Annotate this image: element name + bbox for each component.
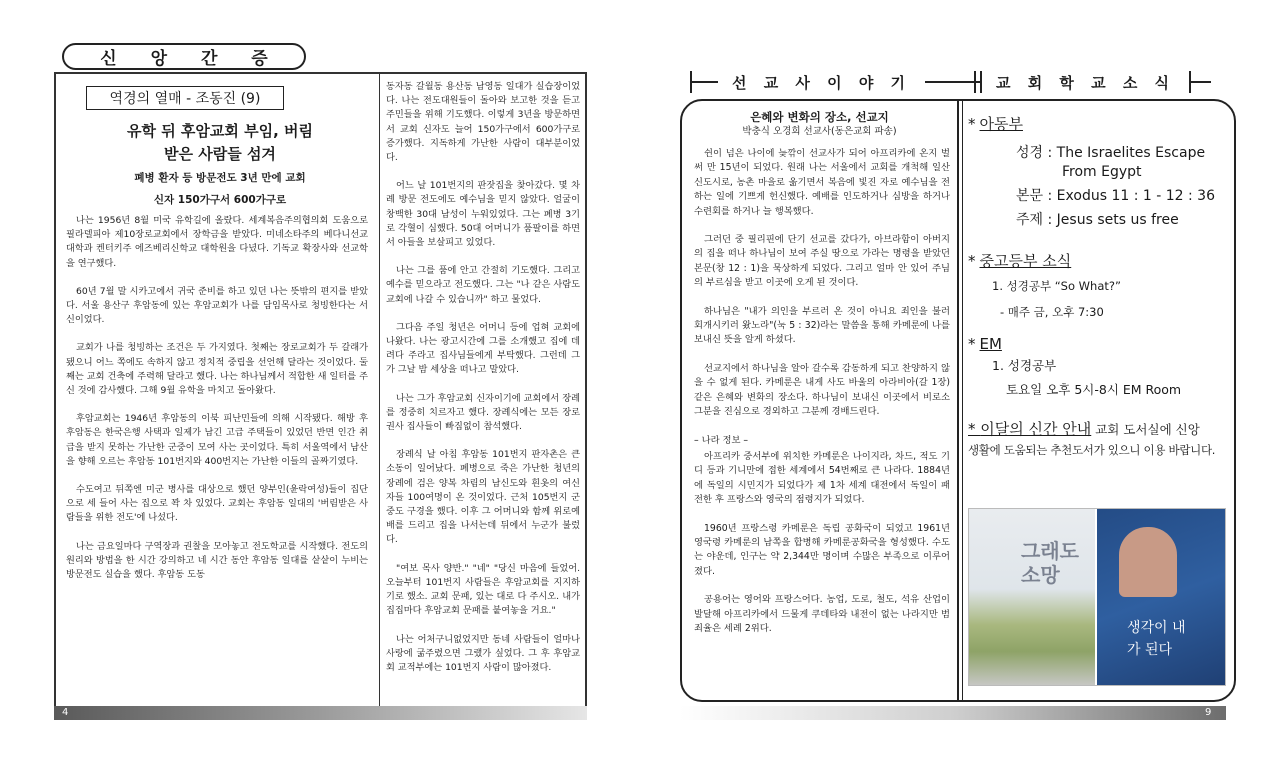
title-line-1: 유학 뒤 후암교회 부임, 버림 bbox=[127, 122, 313, 140]
mission-author: 박충식 오경희 선교사(동은교회 파송) bbox=[742, 126, 897, 137]
youth-item-1: 1. 성경공부 “So What?” bbox=[992, 279, 1121, 293]
paragraph: 나는 금요일마다 구역장과 권찰을 모아놓고 전도학교를 시작했다. 전도의 원리와 방법을 한 시간 강의하고 네 시간 동안 후암동 일대를 샅샅이 누비는 방문전도 실습을 했다. 후암동 도동 bbox=[66, 540, 368, 581]
paragraph: "여보 목사 양반." "네" "당신 마음에 들었어. 오늘부터 101번지 사람들은 후암교회를 지지하기로 했소. 교회 문패, 있는 대로 다 주시오. 내가 집집마다 후암교회 문패를 붙여놓을 거요." bbox=[386, 562, 580, 617]
mission-header-label: 선 교 사 이 야 기 bbox=[732, 73, 912, 92]
paragraph: 선교지에서 하나님을 알아 갈수록 감동하게 되고 찬양하지 않을 수 없게 된다. 카메룬은 내게 사도 바울의 아라비아(갈 1장) 같은 은혜와 변화의 장소다. 하나님이 보내신 이곳에서 비로소 그분을 진심으로 경외하고 그분께 경배드린다. bbox=[694, 362, 950, 418]
book-cover-1 bbox=[969, 509, 1095, 686]
em-dept-label: EM bbox=[979, 335, 1002, 353]
new-books-text-1: 교회 도서실에 신앙 bbox=[1095, 422, 1200, 437]
testimony-article bbox=[54, 72, 587, 708]
paragraph: 후암교회는 1946년 후암동의 이북 피난민들에 의해 시작됐다. 해방 후 후암동은 한국은행 사택과 일제가 남긴 고급 주택들이 있었던 반면 인간 취급을 받지 못하는 가난한 군중이 모여 사는 곳이었다. 특히 서울역에서 남산을 향해 오르는 후암동 101번지와 400번지는 가난한 이들의 골짜기였다. bbox=[66, 413, 368, 467]
kids-dept-heading bbox=[968, 113, 1232, 134]
paragraph: 나는 1956년 8월 미국 유학길에 올랐다. 세계복음주의협의회 도움으로 필라델피아 제10장로교회에서 장학금을 받았다. 미네소타주의 베다니선교대학과 켄터키주 에즈베리신학교 대학원을 다녔다. 기독교 확장사와 선교학을 연구했다. bbox=[66, 215, 368, 269]
paragraph: 나는 어처구니없었지만 동네 사람들이 얼마나 사랑에 굶주렸으면 그랬가 싶었다. 그 후 후암교회 교적부에는 101번지 사람이 많아졌다. bbox=[386, 633, 580, 673]
paragraph: 1960년 프랑스령 카메룬은 독립 공화국이 되었고 1961년 영국령 카메룬의 남쪽을 합병해 카메룬공화국을 형성했다. 수도는 야운데, 인구는 약 2,344만 명이며 수많은 부족으로 이루어졌다. bbox=[694, 522, 950, 577]
header-rule bbox=[960, 81, 980, 83]
author-photo bbox=[1119, 527, 1177, 597]
column-divider bbox=[962, 101, 963, 700]
new-books-label: 이달의 신간 안내 bbox=[980, 420, 1092, 438]
kids-text-row bbox=[1016, 187, 1232, 206]
paragraph: 동자동 갈월동 용산동 남영동 일대가 실습장이었다. 나는 전도대원들이 돌아와 보고한 것을 듣고 주민들을 위해 기도했다. 이렇게 3년을 방문하면서 교회 신자도 늘어 150가구에서 600가구로 증가했다. 지독하게 가난한 사람이 대부분이었다. bbox=[386, 81, 580, 164]
kids-details bbox=[968, 144, 1232, 230]
article-subtitle bbox=[62, 167, 378, 211]
page-footer-bar bbox=[54, 706, 587, 720]
em-item-1: 1. 성경공부 bbox=[992, 358, 1057, 373]
star-icon: * bbox=[968, 335, 976, 353]
paragraph: 어느 날 101번지의 판잣집을 찾아갔다. 몇 차례 방문 전도에도 예수님을 믿지 않았다. 얼굴이 창백한 30대 남성이 누워있었다. 그는 폐병 3기로 각혈이 심했다. 50대 어머니가 품팔이를 하면서 아들을 보살피고 있었다. bbox=[386, 180, 580, 249]
kids-theme-row bbox=[1016, 211, 1232, 230]
series-label: 역경의 열매 - 조동진 (9) bbox=[86, 86, 284, 110]
kids-bible-row bbox=[1016, 144, 1232, 163]
column-divider bbox=[379, 74, 380, 706]
text-label: 본문 : bbox=[1016, 188, 1053, 204]
book-2-title: 생각이 내가 된다 bbox=[1127, 620, 1186, 658]
page-number: 9 bbox=[1205, 707, 1212, 718]
paragraph: 장례식 날 아침 후암동 101번지 판자촌은 큰 소동이 일어났다. 폐병으로 죽은 가난한 청년의 장례에 검은 양복 차림의 남신도와 흰옷의 여신자들 100여명이 온 것이었다. 근처 105번지 군중도 구경을 했다. 이후 그 어머니와 함께 위로예배를 드리고 집을 나서는데 뒤에서 누군가 불렀다. bbox=[386, 449, 580, 546]
paragraph: 나는 그가 후암교회 신자이기에 교회에서 장례를 정중히 치르자고 했다. 장례식에는 모든 장로 권사 집사들이 빠짐없이 참석했다. bbox=[386, 392, 580, 433]
country-info-label: – 나라 정보 – bbox=[694, 434, 749, 446]
school-header-label: 교 회 학 교 소 식 bbox=[996, 73, 1176, 92]
paragraph: 공용어는 영어와 프랑스어다. 농업, 도로, 철도, 석유 산업이 발달해 아프리카에서 드물게 쿠데타와 내전이 없는 나라지만 범죄율은 세례 2위다. bbox=[694, 594, 950, 634]
paragraph: 나는 그를 품에 안고 간절히 기도했다. 그리고 예수를 믿으라고 전도했다. 그는 "나 같은 사람도 교회에 나갈 수 있습니까" 하고 물었다. bbox=[386, 265, 580, 305]
youth-item-2: - 매주 금, 오후 7:30 bbox=[1000, 305, 1104, 319]
paragraph: 그다음 주일 청년은 어머니 등에 업혀 교회에 나왔다. 나는 광고시간에 그를 소개했고 집에 데려다 주라고 집사님들에게 부탁했다. 그런데 그가 그날 밤 세상을 떠나고 말았다. bbox=[386, 321, 580, 376]
paragraph: 쉰이 넘은 나이에 늦깎이 선교사가 되어 아프리카에 온지 벌써 만 15년이 되었다. 원래 나는 서울에서 교회를 개척해 일산 신도시로, 농촌 마을로 옮기면서 복음에 빛진 자로 예수님을 전하는 일에 기쁘게 헌신했다. 예배를 인도하거나 심방을 하거나 수련회를 하거나 늘 행복했다. bbox=[694, 148, 950, 217]
subtitle-line-1: 폐병 환자 등 방문전도 3년 만에 교회 bbox=[134, 172, 306, 184]
bible-label: 성경 : bbox=[1016, 145, 1053, 161]
article-title bbox=[62, 120, 378, 166]
paragraph: 수도여고 뒤쪽엔 미군 병사를 대상으로 했던 양부인(윤락여성)들이 집단으로 세 들어 사는 집으로 꽉 차 있었다. 교회는 후암동 일대의 '버림받은 사람들을 위한 전도'에 나섰다. bbox=[66, 484, 368, 524]
new-books-text-2: 생활에 도움되는 추천도서가 있으니 이용 바랍니다. bbox=[968, 443, 1216, 457]
bible-value-cont: From Egypt bbox=[1062, 164, 1142, 180]
paragraph: 그러던 중 필리핀에 단기 선교를 갔다가, 아브라함이 아버지의 집을 떠나 하나님이 보여 주실 땅으로 가라는 명령을 받았던 본문(창 12 : 1)을 묵상하게 되었다. 그리고 얼마 안 있어 주님의 부르심을 받고 이곳에 오게 된 것이다. bbox=[694, 234, 950, 289]
title-line-2: 받은 사람들 섬겨 bbox=[164, 145, 276, 163]
new-books-notice bbox=[968, 419, 1232, 460]
faith-testimony-header: 신 앙 간 증 bbox=[62, 43, 306, 70]
youth-dept-heading bbox=[968, 250, 1232, 271]
kids-dept-label: 아동부 bbox=[979, 115, 1023, 133]
mission-title: 은혜와 변화의 장소, 선교지 bbox=[750, 110, 889, 124]
church-school-news bbox=[968, 109, 1232, 460]
paragraph: 하나님은 "내가 의인을 부르러 온 것이 아니요 죄인을 불러 회개시키러 왔노라"(눅 5 : 32)라는 말씀을 통해 카메룬에 나를 보내신 뜻을 알게 하셨다. bbox=[694, 305, 950, 346]
star-icon: * bbox=[968, 115, 976, 133]
youth-dept-label: 중고등부 소식 bbox=[979, 252, 1072, 270]
right-page-frame bbox=[680, 99, 1236, 702]
text-value: Exodus 11 : 1 - 12 : 36 bbox=[1056, 188, 1215, 204]
article-column-2 bbox=[386, 80, 580, 689]
header-rule bbox=[1191, 81, 1211, 83]
mission-story-header bbox=[690, 70, 976, 94]
theme-value: Jesus sets us free bbox=[1056, 212, 1179, 228]
paragraph: 아프리카 중서부에 위치한 카메룬은 나이지라, 차드, 적도 기디 등과 기니만에 접한 세계에서 54번째로 큰 나라다. 1884년에 독일의 시민지가 되었다가 제 1차 세계 대전에서 독일이 패전한 후 프랑스와 영국의 점령지가 되었다. bbox=[694, 450, 950, 506]
em-dept-heading bbox=[968, 335, 1232, 353]
em-item-2: 토요일 오후 5시-8시 EM Room bbox=[1006, 382, 1182, 397]
book-1-title: 그래도 소망 bbox=[1021, 539, 1079, 587]
book-cover-2 bbox=[1097, 509, 1226, 686]
column-divider bbox=[957, 101, 959, 700]
paragraph: 교회가 나를 청빙하는 조건은 두 가지였다. 첫째는 장로교회가 두 갈래가 됐으니 어느 쪽에도 속하지 않고 정치적 중립을 선언해 달라는 것이었다. 둘째는 교회 건축에 주력해 달라고 했다. 나는 하나님께서 적합한 새 일터를 주신 것에 감사했다. 그해 9월 유학을 마치고 돌아왔다. bbox=[66, 342, 368, 397]
mission-column bbox=[694, 147, 950, 650]
header-rule bbox=[692, 81, 718, 83]
theme-label: 주제 : bbox=[1016, 212, 1053, 228]
book-covers bbox=[968, 508, 1226, 686]
bible-value: The Israelites Escape bbox=[1056, 145, 1206, 161]
page-footer-bar bbox=[680, 706, 1226, 720]
star-icon: * bbox=[968, 252, 976, 270]
page-number: 4 bbox=[62, 707, 69, 718]
subtitle-line-2: 신자 150가구서 600가구로 bbox=[153, 194, 287, 206]
new-books-heading: * 이달의 신간 안내 bbox=[968, 420, 1092, 438]
church-school-header bbox=[960, 70, 1226, 94]
paragraph: 60년 7월 말 시카고에서 귀국 준비를 하고 있던 나는 뜻밖의 편지를 받았다. 서울 용산구 후암동에 있는 후암교회가 나를 담임목사로 청빙한다는 서신이었다. bbox=[66, 285, 368, 326]
article-column-1 bbox=[66, 214, 368, 596]
